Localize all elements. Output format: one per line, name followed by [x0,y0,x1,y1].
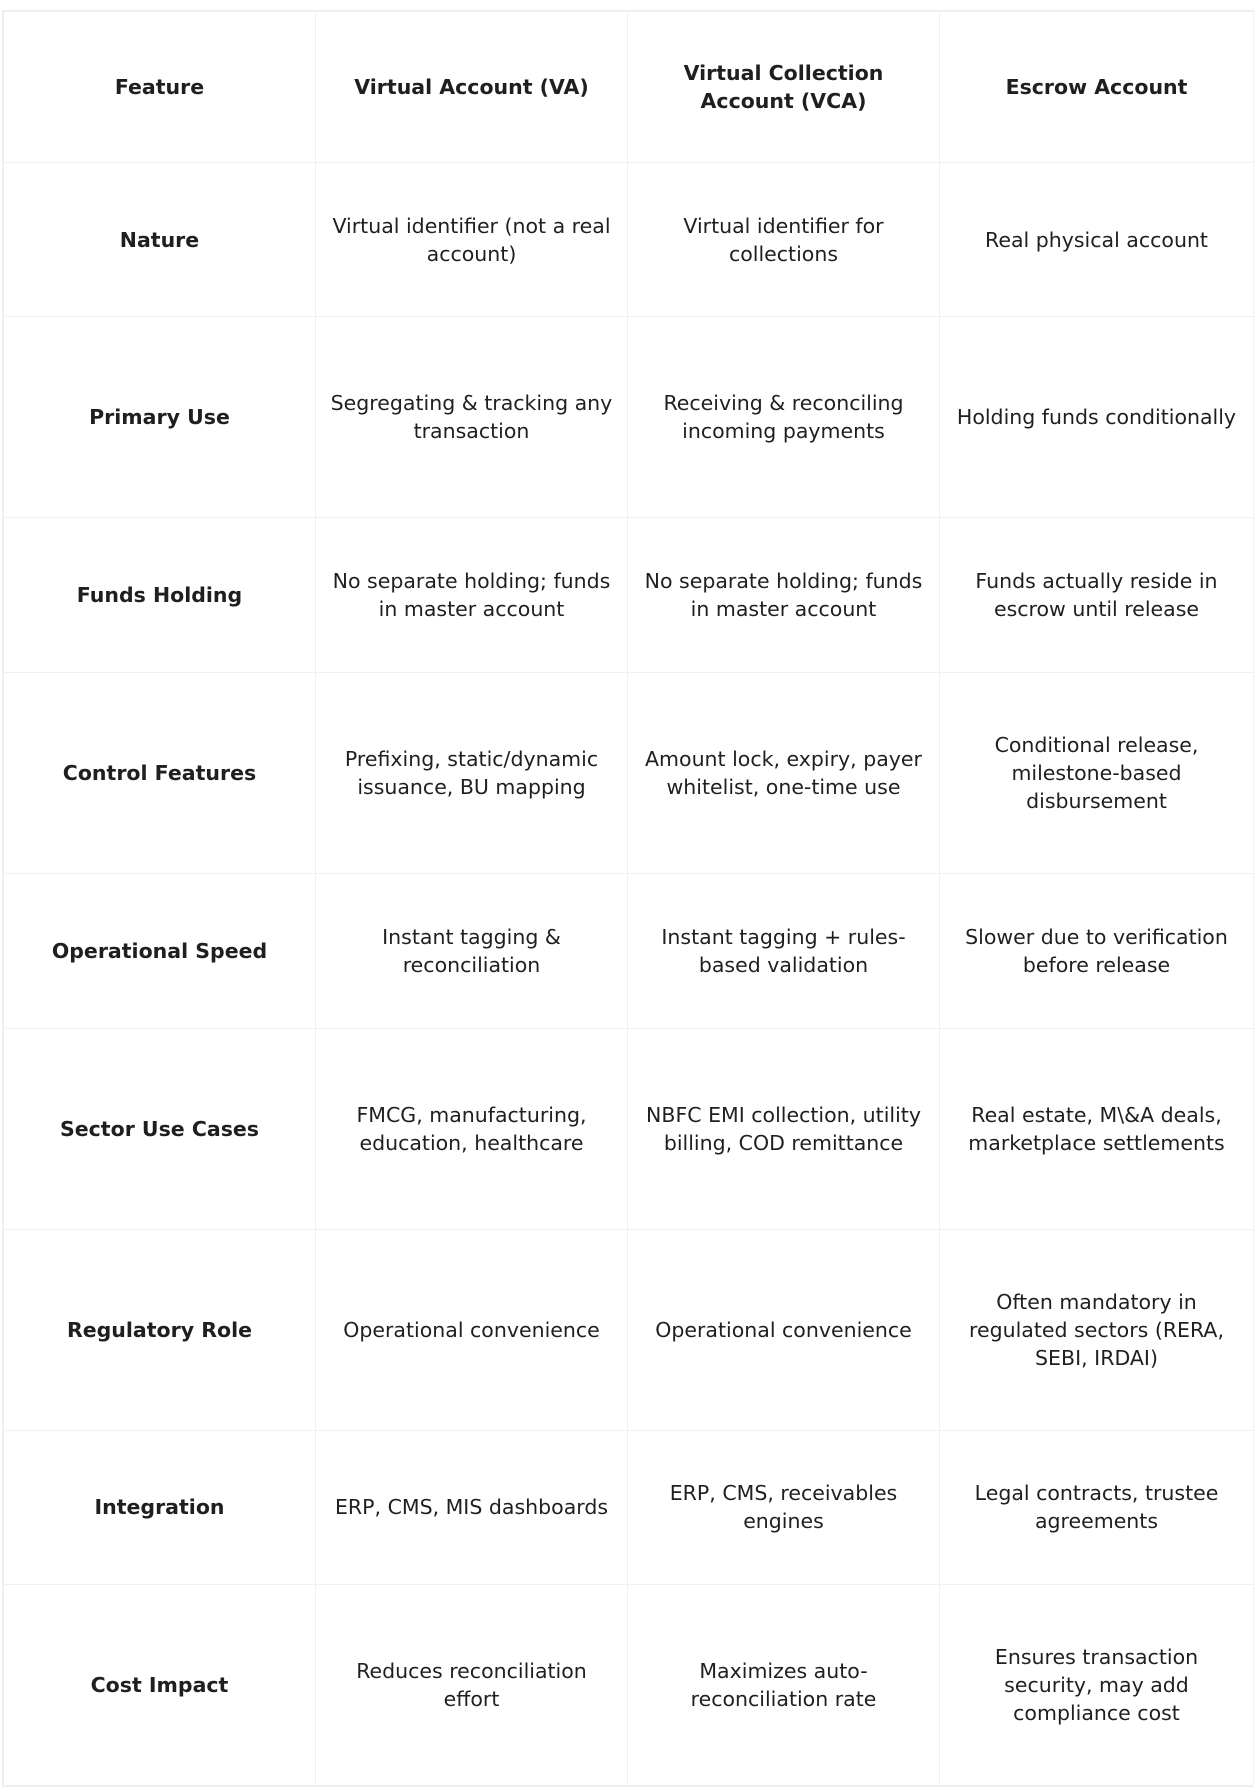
va-cell: Prefixing, static/dynamic issuance, BU mapping [316,673,628,874]
header-virtual-account: Virtual Account (VA) [316,12,628,163]
va-cell: Virtual identifier (not a real account) [316,163,628,317]
header-feature: Feature [4,12,316,163]
escrow-cell: Often mandatory in regulated sectors (RERA, SEBI, IRDAI) [940,1229,1254,1430]
escrow-cell: Real physical account [940,163,1254,317]
vca-cell: Virtual identifier for collections [628,163,940,317]
va-cell: No separate holding; funds in master account [316,518,628,673]
escrow-cell: Real estate, M\&A deals, marketplace settlements [940,1028,1254,1229]
feature-cell: Control Features [4,673,316,874]
header-virtual-collection-account: Virtual Collection Account (VCA) [628,12,940,163]
feature-cell: Operational Speed [4,874,316,1028]
header-escrow-account: Escrow Account [940,12,1254,163]
escrow-cell: Holding funds conditionally [940,317,1254,518]
feature-cell: Funds Holding [4,518,316,673]
table-row [4,1584,1254,1785]
feature-cell: Regulatory Role [4,1229,316,1430]
vca-cell: ERP, CMS, receivables engines [628,1430,940,1584]
escrow-cell: Funds actually reside in escrow until release [940,518,1254,673]
va-cell: Reduces reconciliation effort [316,1584,628,1785]
va-cell: Segregating & tracking any transaction [316,317,628,518]
table-row [4,317,1254,518]
va-cell: FMCG, manufacturing, education, healthcare [316,1028,628,1229]
feature-cell: Primary Use [4,317,316,518]
va-cell: Operational convenience [316,1229,628,1430]
vca-cell: Operational convenience [628,1229,940,1430]
vca-cell: NBFC EMI collection, utility billing, COD remittance [628,1028,940,1229]
feature-cell: Integration [4,1430,316,1584]
feature-cell: Cost Impact [4,1584,316,1785]
table-row [4,163,1254,317]
table-row [4,673,1254,874]
vca-cell: Maximizes auto-reconciliation rate [628,1584,940,1785]
escrow-cell: Conditional release, milestone-based disbursement [940,673,1254,874]
feature-cell: Nature [4,163,316,317]
table-header-row [4,12,1254,163]
va-cell: Instant tagging & reconciliation [316,874,628,1028]
escrow-cell: Legal contracts, trustee agreements [940,1430,1254,1584]
table-row [4,1430,1254,1584]
table-row [4,874,1254,1028]
vca-cell: Instant tagging + rules-based validation [628,874,940,1028]
feature-cell: Sector Use Cases [4,1028,316,1229]
comparison-table [3,11,1254,1786]
table-row [4,518,1254,673]
vca-cell: Receiving & reconciling incoming payments [628,317,940,518]
vca-cell: Amount lock, expiry, payer whitelist, one-time use [628,673,940,874]
table-row [4,1229,1254,1430]
va-cell: ERP, CMS, MIS dashboards [316,1430,628,1584]
escrow-cell: Slower due to verification before release [940,874,1254,1028]
table-row [4,1028,1254,1229]
comparison-table-container [2,10,1254,1787]
escrow-cell: Ensures transaction security, may add compliance cost [940,1584,1254,1785]
vca-cell: No separate holding; funds in master account [628,518,940,673]
